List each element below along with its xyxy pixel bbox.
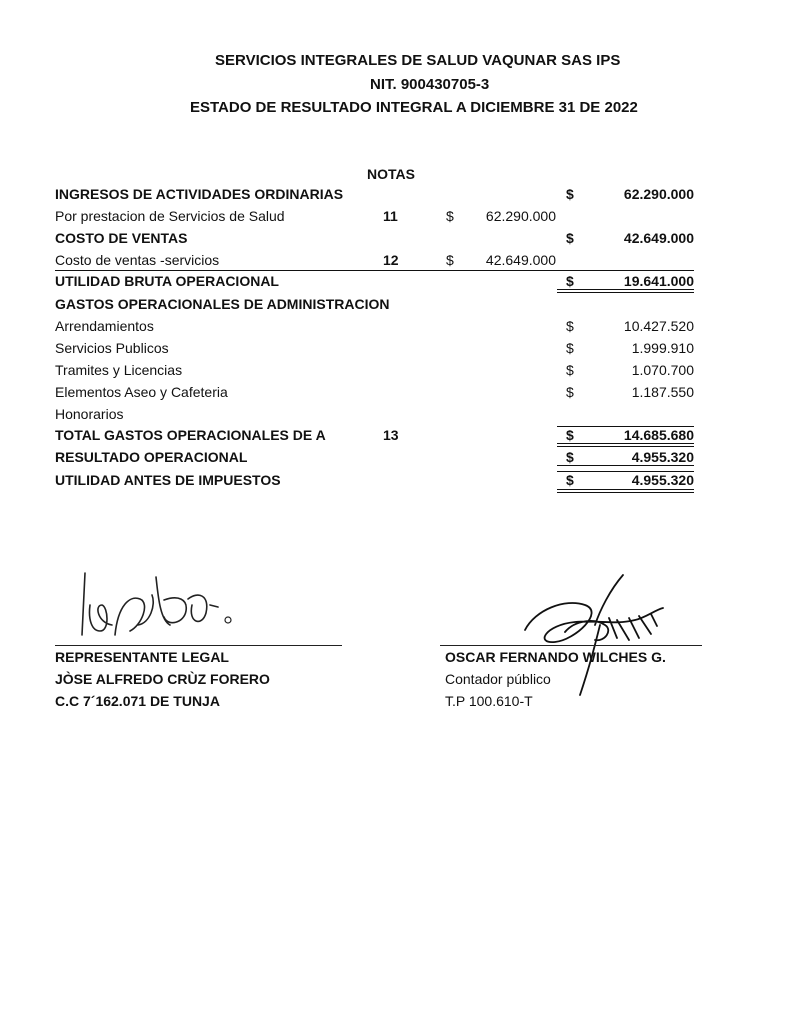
row-label: Costo de ventas -servicios xyxy=(55,252,220,268)
total-currency-symbol: $ xyxy=(566,318,574,334)
total-currency-symbol: $ xyxy=(566,362,574,378)
subtotal-rule xyxy=(557,465,694,466)
row-total-amount: 14.685.680 xyxy=(623,427,694,443)
double-rule xyxy=(557,443,694,447)
row-label: INGRESOS DE ACTIVIDADES ORDINARIAS xyxy=(55,186,344,202)
total-currency-symbol: $ xyxy=(566,230,574,246)
legal-rep-name: JÒSE ALFREDO CRÙZ FORERO xyxy=(55,671,270,687)
double-rule xyxy=(557,489,694,493)
accountant-name: OSCAR FERNANDO WILCHES G. xyxy=(445,649,666,665)
row-label: Elementos Aseo y Cafeteria xyxy=(55,384,228,400)
row-label: RESULTADO OPERACIONAL xyxy=(55,449,248,465)
row-total-amount: 4.955.320 xyxy=(631,472,694,488)
row-total-amount: 4.955.320 xyxy=(631,449,694,465)
row-note: 11 xyxy=(383,208,398,224)
total-currency-symbol: $ xyxy=(566,472,574,488)
row-label: UTILIDAD ANTES DE IMPUESTOS xyxy=(55,472,281,488)
legal-rep-signature-image xyxy=(60,565,240,645)
total-currency-symbol: $ xyxy=(566,273,574,289)
subtotal-rule xyxy=(557,270,694,271)
row-label: TOTAL GASTOS OPERACIONALES DE A xyxy=(55,427,326,443)
row-note: 13 xyxy=(383,427,399,443)
row-label: Honorarios xyxy=(55,406,124,422)
total-currency-symbol: $ xyxy=(566,186,574,202)
company-name: SERVICIOS INTEGRALES DE SALUD VAQUNAR SAS IPS xyxy=(215,52,621,69)
row-label: Arrendamientos xyxy=(55,318,154,334)
row-total-amount: 10.427.520 xyxy=(623,318,694,334)
row-total-amount: 62.290.000 xyxy=(623,186,694,202)
subtotal-rule xyxy=(557,471,694,472)
row-detail-amount: 62.290.000 xyxy=(485,208,556,224)
row-separator xyxy=(55,270,557,271)
row-detail-amount: 42.649.000 xyxy=(485,252,556,268)
total-currency-symbol: $ xyxy=(566,384,574,400)
row-label: COSTO DE VENTAS xyxy=(55,230,188,246)
row-total-amount: 19.641.000 xyxy=(623,273,694,289)
legal-rep-id: C.C 7´162.071 DE TUNJA xyxy=(55,693,220,709)
notes-column-header: NOTAS xyxy=(367,166,415,182)
row-total-amount: 1.187.550 xyxy=(631,384,694,400)
row-label: Servicios Publicos xyxy=(55,340,169,356)
detail-currency-symbol: $ xyxy=(446,252,454,268)
total-currency-symbol: $ xyxy=(566,340,574,356)
legal-rep-signature-line xyxy=(55,645,342,646)
accountant-signature-line xyxy=(440,645,702,646)
company-nit: NIT. 900430705-3 xyxy=(370,76,490,93)
row-total-amount: 1.999.910 xyxy=(631,340,694,356)
legal-rep-role: REPRESENTANTE LEGAL xyxy=(55,649,229,665)
row-label: UTILIDAD BRUTA OPERACIONAL xyxy=(55,273,279,289)
subtotal-rule xyxy=(557,426,694,427)
double-rule xyxy=(557,289,694,293)
total-currency-symbol: $ xyxy=(566,427,574,443)
total-currency-symbol: $ xyxy=(566,449,574,465)
detail-currency-symbol: $ xyxy=(446,208,454,224)
row-total-amount: 1.070.700 xyxy=(631,362,694,378)
row-note: 12 xyxy=(383,252,399,268)
accountant-id: T.P 100.610-T xyxy=(445,693,533,709)
row-total-amount: 42.649.000 xyxy=(623,230,694,246)
statement-title: ESTADO DE RESULTADO INTEGRAL A DICIEMBRE 31 DE 2022 xyxy=(190,99,638,116)
row-label: Por prestacion de Servicios de Salud xyxy=(55,208,285,224)
row-label: Tramites y Licencias xyxy=(55,362,183,378)
accountant-role: Contador público xyxy=(445,671,551,687)
row-label: GASTOS OPERACIONALES DE ADMINISTRACION xyxy=(55,296,390,312)
